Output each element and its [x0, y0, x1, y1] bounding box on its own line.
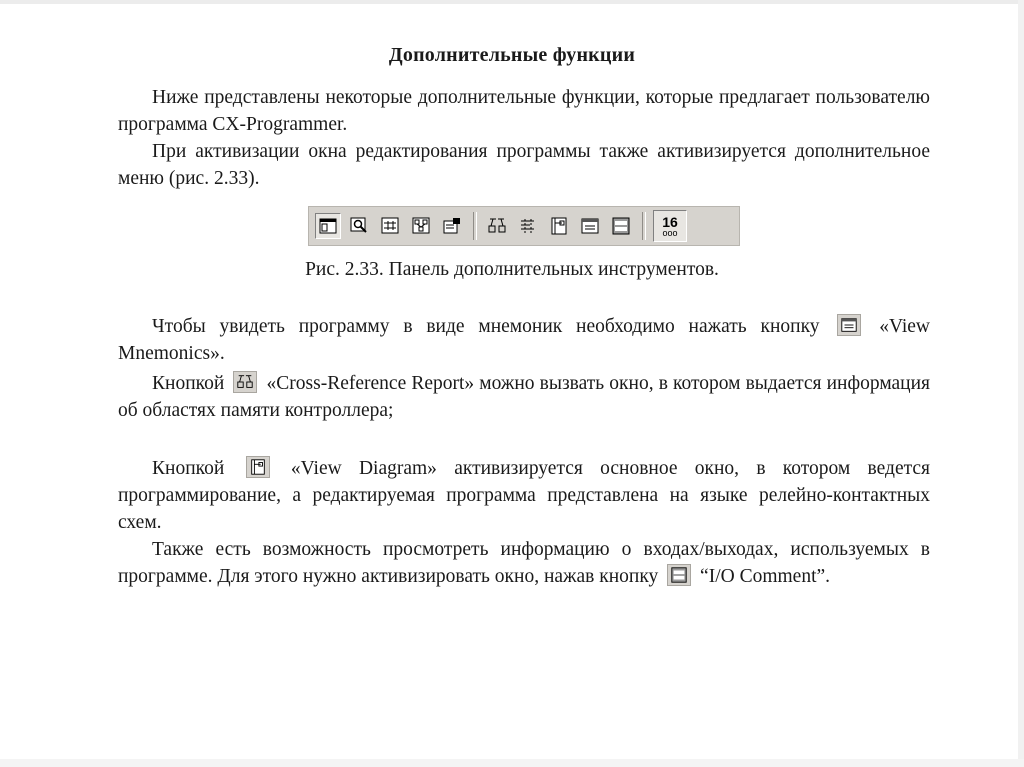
- paragraph-io-comment: [118, 536, 930, 590]
- view-mnemonics-inline-icon: [837, 314, 861, 336]
- counter-16-button[interactable]: [653, 210, 687, 242]
- cross-reference-text-end: «Cross-Reference Report» можно вызвать окно, в котором выдается информация об областях памяти контроллера;: [118, 373, 931, 421]
- io-comment-icon[interactable]: [608, 213, 634, 239]
- mnemonics-text: Чтобы увидеть программу в виде мнемоник необходимо нажать кнопку: [152, 316, 820, 337]
- cross-reference-icon[interactable]: [484, 213, 510, 239]
- network-icon[interactable]: [408, 213, 434, 239]
- page-title: Дополнительные функции: [388, 44, 636, 66]
- zoom-icon[interactable]: [346, 213, 372, 239]
- counter-label: 16: [662, 213, 678, 230]
- properties-icon[interactable]: [439, 213, 465, 239]
- page-frame-top: [0, 0, 1024, 4]
- additional-tools-toolbar: [308, 206, 740, 246]
- page-frame-right: [1018, 0, 1024, 767]
- paragraph-mnemonics: [118, 313, 930, 367]
- view-diagram-text-end: «View Diagram» активизируется основное окно, в котором ведется программирование, а редактируемая программа представлена на языке релейно-контактных схем.: [118, 458, 930, 533]
- figure-caption: Рис. 2.33. Панель дополнительных инструментов.: [305, 259, 719, 280]
- view-mnemonics-icon[interactable]: [577, 213, 603, 239]
- cross-reference-inline-icon: [233, 371, 257, 393]
- page-frame-bottom: [0, 759, 1024, 767]
- paragraph-cross-reference: [118, 370, 930, 424]
- paragraph-intro: Ниже представлены некоторые дополнительные функции, которые предлагает пользователю программа CX-Programmer.: [118, 87, 930, 135]
- io-comment-inline-icon: [667, 564, 691, 586]
- paragraph-view-diagram: [118, 455, 930, 536]
- ladder-icon[interactable]: [377, 213, 403, 239]
- toolbar-separator: [642, 212, 646, 240]
- view-diagram-text-start: Кнопкой: [152, 458, 225, 479]
- cross-reference-text-start: Кнопкой: [152, 373, 225, 394]
- paragraph-menu: При активизации окна редактирования программы также активизируется дополнительное меню (рис. 2.33).: [118, 141, 930, 189]
- address-icon[interactable]: [515, 213, 541, 239]
- window-icon[interactable]: [315, 213, 341, 239]
- io-comment-text: Также есть возможность просмотреть информацию о входах/выходах, используемых в программе. Для этого нужно активизировать окно, нажав кнопку: [118, 539, 930, 587]
- toolbar-separator: [473, 212, 477, 240]
- view-diagram-inline-icon: [246, 456, 270, 478]
- counter-sub-label: ooo: [662, 227, 678, 238]
- view-diagram-icon[interactable]: [546, 213, 572, 239]
- io-comment-label: “I/O Comment”.: [700, 566, 831, 587]
- mnemonics-label: «View Mnemonics».: [118, 316, 931, 364]
